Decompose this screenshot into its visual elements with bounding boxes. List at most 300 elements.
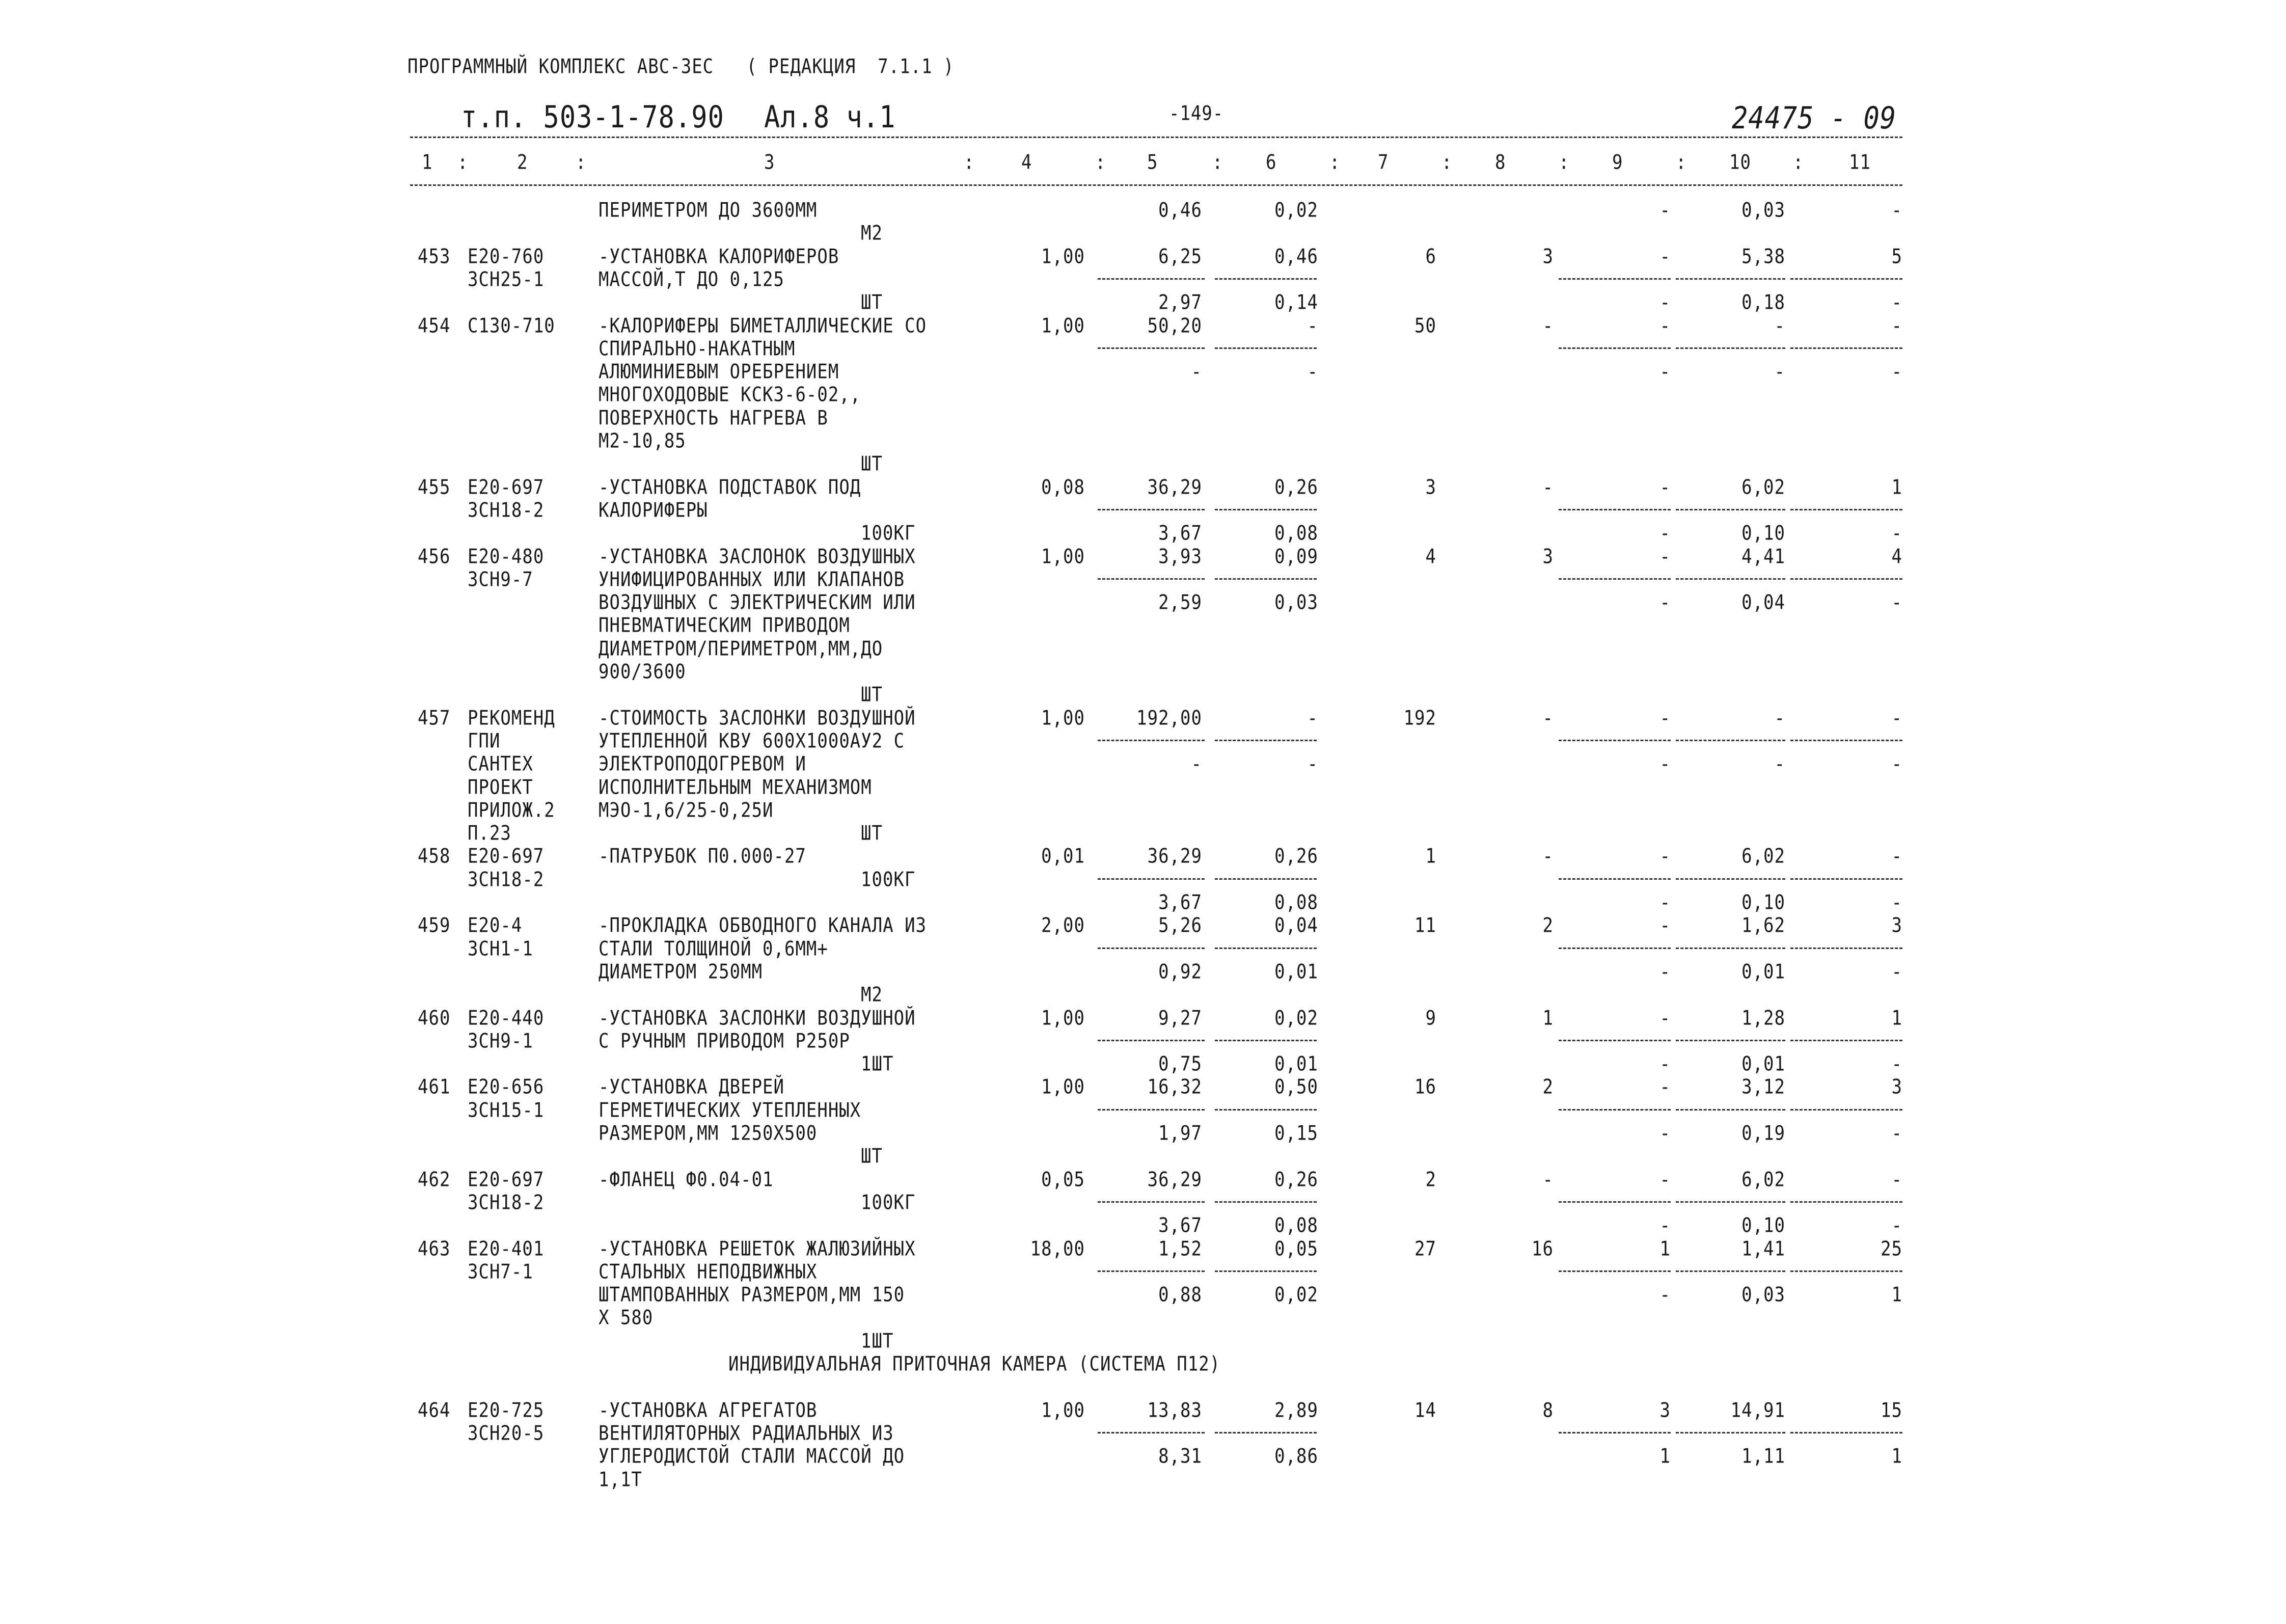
- cell-col3: МЭО-1,6/25-0,25И: [598, 798, 774, 822]
- cell-col1: 454: [418, 314, 451, 338]
- cell-col2: Е20-480: [468, 545, 545, 569]
- cell-col10: 0,03: [1741, 199, 1785, 222]
- cell-col8: 1: [1542, 1006, 1554, 1030]
- cell-col11: -: [1891, 706, 1902, 730]
- cell-col8: -: [1542, 475, 1554, 499]
- cell-col2: ПРОЕКТ: [468, 775, 533, 799]
- cell-col5: 13,83: [1147, 1398, 1202, 1422]
- cell-col1: 456: [418, 545, 451, 569]
- cell-col9: -: [1659, 891, 1671, 914]
- cell-col1: 455: [418, 475, 451, 499]
- subtotal-rule: [1676, 347, 1785, 349]
- subtotal-rule: [1215, 1201, 1317, 1203]
- cell-col8: -: [1542, 845, 1554, 869]
- cell-col3-unit: М2: [861, 983, 883, 1007]
- cell-col10: 6,02: [1741, 475, 1785, 499]
- column-separator: :: [1676, 151, 1687, 174]
- cell-col5: 16,32: [1147, 1075, 1202, 1099]
- subtotal-rule: [1559, 1201, 1671, 1203]
- subtotal-rule: [1215, 578, 1317, 580]
- cell-col3: ВОЗДУШНЫХ С ЭЛЕКТРИЧЕСКИМ ИЛИ: [598, 591, 916, 615]
- cell-col9: -: [1659, 845, 1671, 869]
- subtotal-rule: [1559, 278, 1671, 280]
- cell-col10: -: [1774, 752, 1785, 776]
- cell-col2: 3СН18-2: [468, 868, 545, 891]
- cell-col5: 6,25: [1158, 245, 1202, 268]
- cell-col5: 0,92: [1158, 960, 1202, 984]
- cell-col5: 1,97: [1158, 1122, 1202, 1145]
- cell-col2: 3СН15-1: [468, 1098, 545, 1122]
- cell-col3: ЭЛЕКТРОПОДОГРЕВОМ И: [598, 752, 806, 776]
- cell-col7: 14: [1414, 1398, 1436, 1422]
- cell-col3: ШТАМПОВАННЫХ РАЗМЕРОМ,ММ 150: [598, 1283, 905, 1307]
- subtotal-rule: [1215, 1432, 1317, 1433]
- cell-col2: Е20-401: [468, 1237, 545, 1261]
- subtotal-rule: [1790, 278, 1902, 280]
- subtotal-rule: [1215, 1040, 1317, 1041]
- cell-col4: 18,00: [1030, 1237, 1085, 1261]
- subtotal-rule: [1790, 1270, 1902, 1272]
- subtotal-rule: [1215, 509, 1317, 510]
- cell-col4: 1,00: [1041, 1006, 1085, 1030]
- cell-col3-unit: М2: [861, 222, 883, 246]
- cell-col5: 9,27: [1158, 1006, 1202, 1030]
- cell-col6: 0,26: [1274, 845, 1318, 869]
- subtotal-rule: [1790, 948, 1902, 949]
- cell-col6: -: [1307, 752, 1318, 776]
- subtotal-rule: [1559, 347, 1671, 349]
- cell-col3: ПОВЕРХНОСТЬ НАГРЕВА В: [598, 406, 828, 430]
- cell-col11: -: [1891, 314, 1902, 338]
- cell-col6: 0,01: [1274, 960, 1318, 984]
- cell-col10: 4,41: [1741, 545, 1785, 569]
- cell-col10: 1,62: [1741, 914, 1785, 938]
- cell-col7: 1: [1425, 845, 1436, 869]
- cell-col2: 3СН7-1: [468, 1260, 533, 1284]
- cell-col10: 5,38: [1741, 245, 1785, 268]
- subtotal-rule: [1098, 1109, 1205, 1111]
- cell-col3: ДИАМЕТРОМ/ПЕРИМЕТРОМ,ММ,ДО: [598, 637, 883, 661]
- cell-col9: -: [1659, 360, 1671, 384]
- cell-col10: 0,10: [1741, 522, 1785, 546]
- cell-col4: 1,00: [1041, 245, 1085, 268]
- subtotal-rule: [1790, 1201, 1902, 1203]
- cell-col3: ПЕРИМЕТРОМ ДО 3600ММ: [598, 199, 818, 222]
- cell-col3-unit: 100КГ: [861, 1190, 916, 1214]
- cell-col8: 3: [1542, 545, 1554, 569]
- column-header-9: 9: [1612, 151, 1623, 174]
- cell-col11: -: [1891, 1214, 1902, 1238]
- cell-col8: 16: [1532, 1237, 1554, 1261]
- cell-col11: -: [1891, 591, 1902, 615]
- cell-col11: -: [1891, 199, 1902, 222]
- subtotal-rule: [1790, 1040, 1902, 1041]
- cell-col4: 1,00: [1041, 1075, 1085, 1099]
- cell-col2: 3СН9-1: [468, 1029, 533, 1053]
- cell-col1: 459: [418, 914, 451, 938]
- subtotal-rule: [1215, 278, 1317, 280]
- subtotal-rule: [1559, 1270, 1671, 1272]
- cell-col5: 2,97: [1158, 291, 1202, 315]
- cell-col3: АЛЮМИНИЕВЫМ ОРЕБРЕНИЕМ: [598, 360, 839, 384]
- cell-col11: 15: [1881, 1398, 1902, 1422]
- cell-col11: -: [1891, 752, 1902, 776]
- cell-col11: 3: [1891, 914, 1902, 938]
- cell-col3: МНОГОХОДОВЫЕ КСК3-6-02,,: [598, 383, 861, 407]
- cell-col5: -: [1191, 752, 1202, 776]
- cell-col6: 0,08: [1274, 891, 1318, 914]
- cell-col10: -: [1774, 314, 1785, 338]
- cell-col3-unit: 1ШТ: [861, 1052, 894, 1076]
- cell-col5: 36,29: [1147, 1168, 1202, 1192]
- subtotal-rule: [1215, 1270, 1317, 1272]
- cell-col5: 8,31: [1158, 1445, 1202, 1469]
- subtotal-rule: [1098, 1270, 1205, 1272]
- cell-col10: 0,03: [1741, 1283, 1785, 1307]
- cell-col3: УНИФИЦИРОВАННЫХ ИЛИ КЛАПАНОВ: [598, 567, 905, 591]
- cell-col6: 0,02: [1274, 199, 1318, 222]
- cell-col4: 2,00: [1041, 914, 1085, 938]
- cell-col5: 36,29: [1147, 475, 1202, 499]
- cell-col4: 1,00: [1041, 1398, 1085, 1422]
- cell-col9: -: [1659, 245, 1671, 268]
- column-separator: :: [1559, 151, 1570, 174]
- header-rule-bottom: [410, 184, 1902, 186]
- subtotal-rule: [1098, 509, 1205, 510]
- cell-col7: 6: [1425, 245, 1436, 268]
- cell-col2: 3СН9-7: [468, 567, 533, 591]
- subtotal-rule: [1790, 509, 1902, 510]
- cell-col2: П.23: [468, 822, 511, 846]
- cell-col6: -: [1307, 706, 1318, 730]
- column-separator: :: [1793, 151, 1804, 174]
- cell-col3-unit: ШТ: [861, 1145, 883, 1169]
- cell-col3: 1,1Т: [598, 1468, 642, 1492]
- cell-col3: -УСТАНОВКА КАЛОРИФЕРОВ: [598, 245, 839, 268]
- subtotal-rule: [1676, 1270, 1785, 1272]
- subtotal-rule: [1676, 740, 1785, 741]
- cell-col2: РЕКОМЕНД: [468, 706, 555, 730]
- cell-col9: 1: [1659, 1445, 1671, 1469]
- subtotal-rule: [1790, 1109, 1902, 1111]
- cell-col9: -: [1659, 291, 1671, 315]
- cell-col9: -: [1659, 1052, 1671, 1076]
- cell-col9: -: [1659, 545, 1671, 569]
- subtotal-rule: [1098, 1201, 1205, 1203]
- cell-col5: 3,67: [1158, 522, 1202, 546]
- cell-col11: -: [1891, 1122, 1902, 1145]
- cell-col2: Е20-4: [468, 914, 523, 938]
- cell-col5: 3,67: [1158, 1214, 1202, 1238]
- cell-col7: 50: [1414, 314, 1436, 338]
- cell-col1: 464: [418, 1398, 451, 1422]
- cell-col10: 3,12: [1741, 1075, 1785, 1099]
- column-header-11: 11: [1849, 151, 1871, 174]
- column-header-10: 10: [1729, 151, 1751, 174]
- cell-col6: 2,89: [1274, 1398, 1318, 1422]
- cell-col11: -: [1891, 960, 1902, 984]
- cell-col9: -: [1659, 706, 1671, 730]
- cell-col3: ГЕРМЕТИЧЕСКИХ УТЕПЛЕННЫХ: [598, 1098, 861, 1122]
- subtotal-rule: [1790, 1432, 1902, 1433]
- cell-col2: 3СН20-5: [468, 1421, 545, 1445]
- cell-col10: 1,41: [1741, 1237, 1785, 1261]
- cell-col11: 1: [1891, 475, 1902, 499]
- cell-col11: 1: [1891, 1006, 1902, 1030]
- subtotal-rule: [1676, 1432, 1785, 1433]
- cell-col5: 0,75: [1158, 1052, 1202, 1076]
- cell-col5: 3,93: [1158, 545, 1202, 569]
- cell-col3: СТАЛИ ТОЛЩИНОЙ 0,6ММ+: [598, 937, 828, 961]
- cell-col3-unit: 100КГ: [861, 868, 916, 891]
- cell-col3: М2-10,85: [598, 429, 686, 453]
- cell-col2: 3СН18-2: [468, 498, 545, 522]
- cell-col9: -: [1659, 199, 1671, 222]
- cell-col1: 460: [418, 1006, 451, 1030]
- cell-col2: Е20-697: [468, 1168, 545, 1192]
- subtotal-rule: [1790, 878, 1902, 880]
- cell-col6: 0,02: [1274, 1283, 1318, 1307]
- cell-col3: Х 580: [598, 1306, 654, 1330]
- subtotal-rule: [1676, 1201, 1785, 1203]
- cell-col10: 0,01: [1741, 960, 1785, 984]
- cell-col7: 11: [1414, 914, 1436, 938]
- cell-col9: -: [1659, 752, 1671, 776]
- cell-col3: ВЕНТИЛЯТОРНЫХ РАДИАЛЬНЫХ ИЗ: [598, 1421, 894, 1445]
- column-separator: :: [1329, 151, 1341, 174]
- cell-col10: -: [1774, 360, 1785, 384]
- cell-col9: -: [1659, 1214, 1671, 1238]
- cell-col10: -: [1774, 706, 1785, 730]
- cell-col7: 9: [1425, 1006, 1436, 1030]
- column-separator: :: [1441, 151, 1453, 174]
- cell-col9: -: [1659, 914, 1671, 938]
- cell-col5: 50,20: [1147, 314, 1202, 338]
- subtotal-rule: [1676, 278, 1785, 280]
- cell-col4: 0,05: [1041, 1168, 1085, 1192]
- cell-col5: 5,26: [1158, 914, 1202, 938]
- cell-col5: 1,52: [1158, 1237, 1202, 1261]
- cell-col3: ПНЕВМАТИЧЕСКИМ ПРИВОДОМ: [598, 614, 850, 638]
- cell-col4: 0,08: [1041, 475, 1085, 499]
- cell-col6: -: [1307, 314, 1318, 338]
- cell-col3: СТАЛЬНЫХ НЕПОДВИЖНЫХ: [598, 1260, 818, 1284]
- cell-col3: 900/3600: [598, 660, 686, 684]
- section-heading: ИНДИВИДУАЛЬНАЯ ПРИТОЧНАЯ КАМЕРА (СИСТЕМА П12): [728, 1352, 1221, 1376]
- cell-col3: РАЗМЕРОМ,ММ 1250Х500: [598, 1122, 818, 1145]
- column-separator: :: [1212, 151, 1223, 174]
- subtotal-rule: [1098, 878, 1205, 880]
- cell-col6: 0,26: [1274, 475, 1318, 499]
- cell-col5: -: [1191, 360, 1202, 384]
- cell-col3: УГЛЕРОДИСТОЙ СТАЛИ МАССОЙ ДО: [598, 1445, 905, 1469]
- cell-col2: 3СН18-2: [468, 1190, 545, 1214]
- cell-col11: 1: [1891, 1283, 1902, 1307]
- subtotal-rule: [1790, 740, 1902, 741]
- cell-col7: 2: [1425, 1168, 1436, 1192]
- cell-col2: Е20-760: [468, 245, 545, 268]
- cell-col9: -: [1659, 475, 1671, 499]
- cell-col10: 1,11: [1741, 1445, 1785, 1469]
- cell-col2: Е20-697: [468, 475, 545, 499]
- cell-col3: -ПРОКЛАДКА ОБВОДНОГО КАНАЛА ИЗ: [598, 914, 927, 938]
- cell-col1: 457: [418, 706, 451, 730]
- subtotal-rule: [1790, 347, 1902, 349]
- cell-col3: С РУЧНЫМ ПРИВОДОМ Р250Р: [598, 1029, 850, 1053]
- cell-col8: 2: [1542, 1075, 1554, 1099]
- column-separator: :: [1095, 151, 1106, 174]
- cell-col9: -: [1659, 591, 1671, 615]
- cell-col3: -ФЛАНЕЦ Ф0.04-01: [598, 1168, 774, 1192]
- subtotal-rule: [1215, 1109, 1317, 1111]
- cell-col4: 1,00: [1041, 706, 1085, 730]
- cell-col11: 3: [1891, 1075, 1902, 1099]
- cell-col6: 0,05: [1274, 1237, 1318, 1261]
- cell-col6: 0,86: [1274, 1445, 1318, 1469]
- column-header-4: 4: [1021, 151, 1032, 174]
- cell-col10: 0,19: [1741, 1122, 1785, 1145]
- cell-col6: 0,46: [1274, 245, 1318, 268]
- cell-col6: 0,08: [1274, 522, 1318, 546]
- header-rule-top: [410, 137, 1902, 138]
- cell-col2: С130-710: [468, 314, 555, 338]
- column-separator: :: [576, 151, 587, 174]
- cell-col3-unit: ШТ: [861, 822, 883, 846]
- subtotal-rule: [1676, 1040, 1785, 1041]
- cell-col6: 0,50: [1274, 1075, 1318, 1099]
- cell-col11: 25: [1881, 1237, 1902, 1261]
- page-number: -149-: [1169, 102, 1224, 125]
- cell-col1: 458: [418, 845, 451, 869]
- cell-col3: -УСТАНОВКА ЗАСЛОНКИ ВОЗДУШНОЙ: [598, 1006, 916, 1030]
- cell-col10: 0,10: [1741, 1214, 1785, 1238]
- cell-col3-unit: 1ШТ: [861, 1329, 894, 1353]
- cell-col2: ПРИЛОЖ.2: [468, 798, 555, 822]
- cell-col2: 3СН1-1: [468, 937, 533, 961]
- cell-col3: КАЛОРИФЕРЫ: [598, 498, 708, 522]
- cell-col6: 0,26: [1274, 1168, 1318, 1192]
- cell-col4: 1,00: [1041, 314, 1085, 338]
- archive-number: 24475 - 09: [1732, 100, 1897, 136]
- cell-col11: -: [1891, 291, 1902, 315]
- cell-col4: 0,01: [1041, 845, 1085, 869]
- cell-col9: -: [1659, 522, 1671, 546]
- program-header: ПРОГРАММНЫЙ КОМПЛЕКС АВС-3ЕС ( РЕДАКЦИЯ 7.1.1 ): [407, 55, 955, 78]
- subtotal-rule: [1098, 578, 1205, 580]
- cell-col8: -: [1542, 314, 1554, 338]
- subtotal-rule: [1098, 1432, 1205, 1433]
- cell-col9: -: [1659, 1122, 1671, 1145]
- cell-col3: -УСТАНОВКА ДВЕРЕЙ: [598, 1075, 784, 1099]
- column-header-3: 3: [764, 151, 775, 174]
- subtotal-rule: [1559, 1432, 1671, 1433]
- subtotal-rule: [1215, 878, 1317, 880]
- cell-col6: 0,04: [1274, 914, 1318, 938]
- cell-col5: 2,59: [1158, 591, 1202, 615]
- cell-col1: 461: [418, 1075, 451, 1099]
- cell-col11: 4: [1891, 545, 1902, 569]
- cell-col5: 192,00: [1136, 706, 1202, 730]
- cell-col7: 192: [1403, 706, 1436, 730]
- cell-col7: 27: [1414, 1237, 1436, 1261]
- cell-col3: СПИРАЛЬНО-НАКАТНЫМ: [598, 337, 796, 361]
- cell-col2: Е20-440: [468, 1006, 545, 1030]
- cell-col10: 6,02: [1741, 845, 1785, 869]
- cell-col7: 16: [1414, 1075, 1436, 1099]
- cell-col8: -: [1542, 1168, 1554, 1192]
- cell-col3: -КАЛОРИФЕРЫ БИМЕТАЛЛИЧЕСКИЕ СО: [598, 314, 927, 338]
- cell-col6: -: [1307, 360, 1318, 384]
- cell-col9: -: [1659, 1283, 1671, 1307]
- subtotal-rule: [1098, 1040, 1205, 1041]
- cell-col9: 1: [1659, 1237, 1671, 1261]
- cell-col10: 0,10: [1741, 891, 1785, 914]
- cell-col6: 0,09: [1274, 545, 1318, 569]
- subtotal-rule: [1098, 347, 1205, 349]
- cell-col3: -УСТАНОВКА ПОДСТАВОК ПОД: [598, 475, 861, 499]
- cell-col10: 0,04: [1741, 591, 1785, 615]
- cell-col6: 0,14: [1274, 291, 1318, 315]
- subtotal-rule: [1215, 740, 1317, 741]
- cell-col9: -: [1659, 1168, 1671, 1192]
- cell-col2: САНТЕХ: [468, 752, 533, 776]
- cell-col2: Е20-725: [468, 1398, 545, 1422]
- cell-col3: ИСПОЛНИТЕЛЬНЫМ МЕХАНИЗМОМ: [598, 775, 872, 799]
- cell-col6: 0,03: [1274, 591, 1318, 615]
- album-ref: Ал.8 ч.1: [764, 99, 896, 135]
- cell-col3-unit: ШТ: [861, 683, 883, 707]
- cell-col3: ДИАМЕТРОМ 250ММ: [598, 960, 763, 984]
- cell-col3-unit: ШТ: [861, 291, 883, 315]
- subtotal-rule: [1559, 948, 1671, 949]
- subtotal-rule: [1098, 740, 1205, 741]
- cell-col3: -УСТАНОВКА РЕШЕТОК ЖАЛЮЗИЙНЫХ: [598, 1237, 916, 1261]
- column-separator: :: [457, 151, 469, 174]
- cell-col5: 3,67: [1158, 891, 1202, 914]
- subtotal-rule: [1098, 948, 1205, 949]
- subtotal-rule: [1559, 878, 1671, 880]
- cell-col1: 453: [418, 245, 451, 268]
- cell-col6: 0,01: [1274, 1052, 1318, 1076]
- subtotal-rule: [1559, 578, 1671, 580]
- cell-col3: МАССОЙ,Т ДО 0,125: [598, 267, 784, 291]
- subtotal-rule: [1215, 347, 1317, 349]
- cell-col5: 0,46: [1158, 199, 1202, 222]
- column-separator: :: [964, 151, 975, 174]
- cell-col9: -: [1659, 1075, 1671, 1099]
- cell-col1: 462: [418, 1168, 451, 1192]
- subtotal-rule: [1676, 878, 1785, 880]
- cell-col2: 3СН25-1: [468, 267, 545, 291]
- cell-col6: 0,15: [1274, 1122, 1318, 1145]
- subtotal-rule: [1559, 1040, 1671, 1041]
- subtotal-rule: [1676, 1109, 1785, 1111]
- subtotal-rule: [1676, 578, 1785, 580]
- cell-col2: Е20-656: [468, 1075, 545, 1099]
- column-header-5: 5: [1147, 151, 1158, 174]
- cell-col2: ГПИ: [468, 729, 501, 753]
- cell-col9: -: [1659, 1006, 1671, 1030]
- subtotal-rule: [1676, 509, 1785, 510]
- subtotal-rule: [1559, 740, 1671, 741]
- cell-col10: 0,01: [1741, 1052, 1785, 1076]
- cell-col5: 36,29: [1147, 845, 1202, 869]
- cell-col3-unit: 100КГ: [861, 522, 916, 546]
- cell-col1: 463: [418, 1237, 451, 1261]
- column-header-7: 7: [1378, 151, 1389, 174]
- cell-col10: 14,91: [1730, 1398, 1785, 1422]
- cell-col10: 0,18: [1741, 291, 1785, 315]
